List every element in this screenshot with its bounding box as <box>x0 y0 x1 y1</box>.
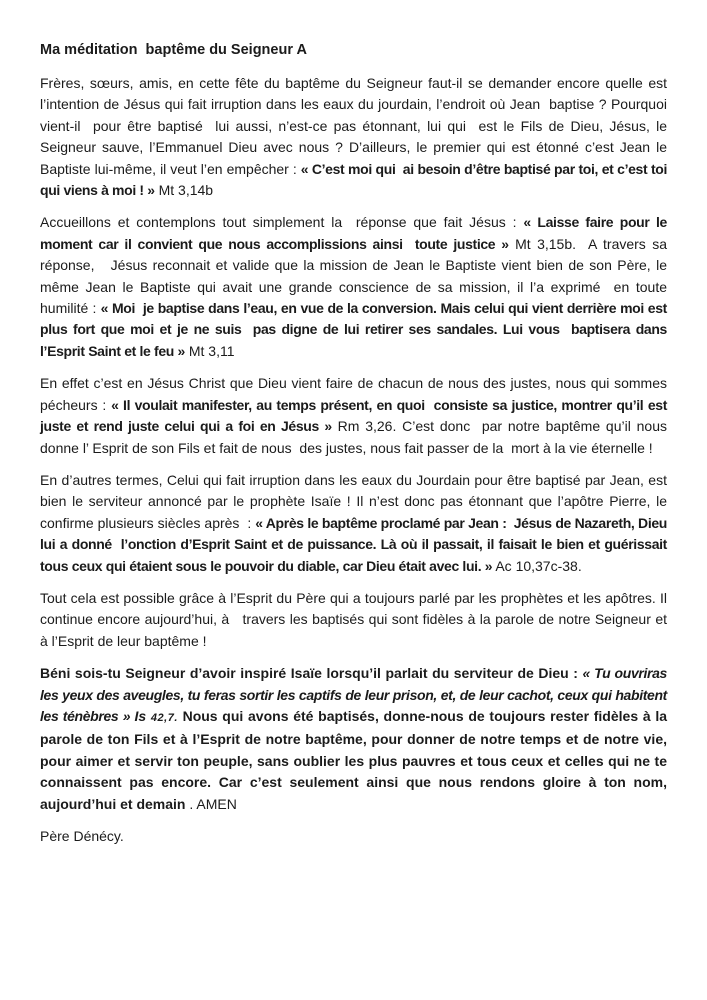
document-title: Ma méditation baptême du Seigneur A <box>40 42 307 58</box>
document-body <box>40 73 671 815</box>
text-run-quote-italic: « Tu ouvriras les yeux des aveugles, tu feras sortir les captifs de leur prison, et, de leur cachot, ceux qui habitent les ténèbres » <box>40 665 671 724</box>
text-run-regular: Ac 10,37c-38. <box>492 557 582 574</box>
text-run-regular: Rm 3,26. C’est donc par notre baptême qu’il nous donne l’ Esprit de son Fils et fait de nous des justes, nous fait passer de la mort à la vie éternelle ! <box>40 418 671 456</box>
paragraph <box>40 470 671 577</box>
text-run-regular: Frères, sœurs, amis, en cette fête du baptême du Seigneur faut-il se demander encore quelle est l’intention de Jésus qui fait irruption dans les eaux du jourdain, l’endroit où Jean baptise ? Pourquoi vient-il pour être baptisé lui aussi, n’est-ce pas étonnant, lui qui est le Fils de Dieu, Jésus, le Seigneur sauve, l’Emmanuel Dieu avec nous ? D’ailleurs, le premier qui est étonné c’est Jean le Baptiste lui-même, il veut l’en empêcher : <box>40 75 671 177</box>
text-run-bold: Nous qui avons été baptisés, donne-nous de toujours rester fidèles à la parole de ton Fils et à l’Esprit de notre baptême, pour donner de notre temps et de notre vie, pour aimer et servir ton peuple, sans oublier les plus pauvres et tous ceux et celles qui ne te connaissent pas encore. Car c’est seulement ainsi que nous rendons gloire à ton nom, aujourd’hui et demain <box>40 707 671 812</box>
text-run-ref-small: 42,7. <box>150 711 178 724</box>
signature: Père Dénécy. <box>40 828 124 844</box>
paragraph <box>40 212 671 362</box>
text-run-regular: . AMEN <box>189 795 237 812</box>
text-run-quote: « Après le baptême proclamé par Jean : Jésus de Nazareth, Dieu lui a donné l’onction d’Esprit Saint et de puissance. Là où il passait, il faisait le bien et guérissait tous ceux qui étaient sous le pouvoir du diable, car Dieu était avec lui. » <box>40 514 671 574</box>
paragraph <box>40 588 671 652</box>
text-run-bold: Béni sois-tu Seigneur d’avoir inspiré Isaïe lorsqu’il parlait du serviteur de Dieu : <box>40 665 583 682</box>
text-run-bold-italic: Is <box>134 707 151 724</box>
text-run-regular: En d’autres termes, Celui qui fait irruption dans les eaux du Jourdain pour être baptisé par Jean, est bien le serviteur annoncé par le prophète Isaïe ! Il n’est donc pas étonnant que l’apôtre Pierre, le confirme plusieurs siècles après : <box>40 471 671 531</box>
paragraph <box>40 73 671 201</box>
text-run-quote: « C’est moi qui ai besoin d’être baptisé par toi, et c’est toi qui viens à moi ! » <box>40 160 671 199</box>
text-run-regular: En effet c’est en Jésus Christ que Dieu vient faire de chacun de nous des justes, nous qui sommes pécheurs : <box>40 375 671 413</box>
text-run-quote: « Moi je baptise dans l’eau, en vue de la conversion. Mais celui qui vient derrière moi est plus fort que moi et je ne suis pas digne de lui retirer ses sandales. Lui vous baptisera dans l’Esprit Saint et le feu » <box>40 300 671 359</box>
text-run-regular: Accueillons et contemplons tout simplement la réponse que fait Jésus : <box>40 214 524 231</box>
text-run-regular: Mt 3,11 <box>184 342 235 359</box>
paragraph <box>40 373 671 459</box>
text-run-quote: « Laisse faire pour le moment car il convient que nous accomplissions ainsi toute justice » <box>40 214 671 252</box>
text-run-regular: Mt 3,15b. A travers sa réponse, Jésus reconnait et valide que la mission de Jean le Baptiste vient bien de son Père, le même Jean le Baptiste qui avait une grande conscience de sa mission, il l’a exprimé en toute humilité : <box>40 235 671 317</box>
text-run-regular: Mt 3,14b <box>154 182 214 199</box>
text-run-quote: « Il voulait manifester, au temps présent, en quoi consiste sa justice, montrer qu’il est juste et rend juste celui qui a foi en Jésus » <box>40 396 671 435</box>
paragraph <box>40 663 671 815</box>
text-run-regular: Tout cela est possible grâce à l’Esprit du Père qui a toujours parlé par les prophètes et les apôtres. Il continue encore aujourd’hui, à travers les baptisés qui sont fidèles à la parole de notre Seigneur et à l’Esprit de leur baptême ! <box>40 589 671 649</box>
